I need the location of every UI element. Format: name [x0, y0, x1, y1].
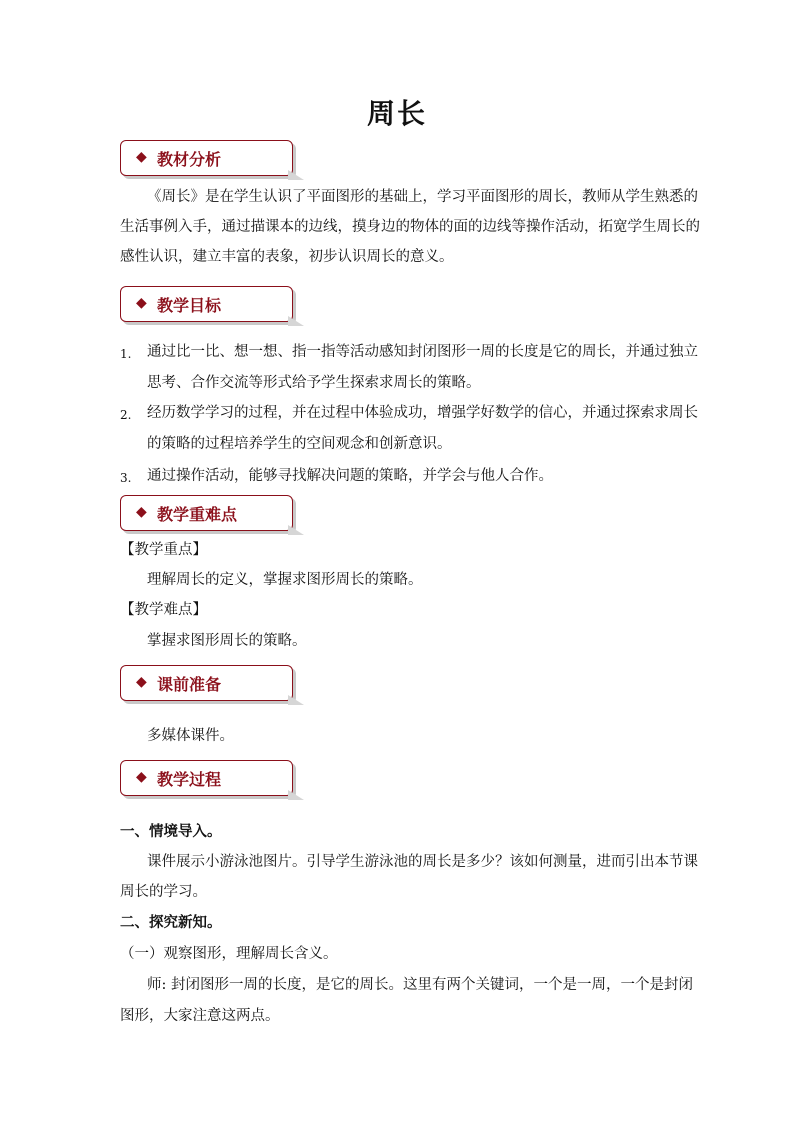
- header-shadow-tail: [288, 790, 304, 800]
- diamond-icon: ◆: [136, 504, 147, 520]
- analysis-line: 感性认识，建立丰富的表象，初步认识周长的意义。: [120, 249, 454, 265]
- analysis-line: 生活事例入手，通过描课本的边线，摸身边的物体的面的边线等操作活动，拓宽学生周长的: [120, 219, 700, 235]
- process-line: 师: 封闭图形一周的长度，是它的周长。这里有两个关键词，一个是一周，一个是封闭: [147, 977, 693, 993]
- section-header-keypoints: [120, 495, 293, 531]
- goal-number: 1.: [120, 347, 132, 361]
- section-header-analysis: [120, 140, 293, 176]
- section-title: 教学过程: [157, 770, 222, 789]
- process-subheading: （一）观察图形，理解周长含义。: [120, 946, 338, 962]
- process-step-heading: 一、情境导入。: [120, 823, 222, 840]
- process-line: 周长的学习。: [120, 884, 207, 900]
- section-title: 教学目标: [157, 296, 222, 315]
- process-line: 图形，大家注意这两点。: [120, 1008, 280, 1024]
- header-shadow-tail: [288, 170, 304, 180]
- header-shadow-tail: [288, 695, 304, 705]
- diamond-icon: ◆: [136, 674, 147, 690]
- goal-line: 的策略的过程培养学生的空间观念和创新意识。: [147, 436, 452, 452]
- difficult-label: 【教学难点】: [120, 602, 207, 618]
- goal-line: 经历数学学习的过程，并在过程中体验成功，增强学好数学的信心，并通过探索求周长: [147, 405, 698, 421]
- goal-number: 3.: [120, 471, 132, 485]
- analysis-line: 《周长》是在学生认识了平面图形的基础上，学习平面图形的周长，教师从学生熟悉的: [147, 189, 698, 205]
- diamond-icon: ◆: [136, 769, 147, 785]
- page-title: 周长: [366, 97, 427, 130]
- section-header-goals: [120, 286, 293, 322]
- section-title: 教材分析: [157, 150, 222, 169]
- process-line: 课件展示小游泳池图片。引导学生游泳池的周长是多少？该如何测量，进而引出本节课: [147, 854, 698, 870]
- header-shadow-tail: [288, 316, 304, 326]
- goal-line: 通过操作活动，能够寻找解决问题的策略，并学会与他人合作。: [147, 468, 553, 484]
- section-title: 教学重难点: [157, 505, 238, 524]
- process-step-heading: 二、探究新知。: [120, 914, 222, 931]
- section-title: 课前准备: [157, 675, 222, 694]
- difficult-text: 掌握求图形周长的策略。: [147, 633, 307, 649]
- key-text: 理解周长的定义，掌握求图形周长的策略。: [147, 572, 423, 588]
- key-label: 【教学重点】: [120, 542, 207, 558]
- section-header-process: [120, 760, 293, 796]
- header-shadow-tail: [288, 525, 304, 535]
- goal-number: 2.: [120, 408, 132, 422]
- goal-line: 思考、合作交流等形式给予学生探索求周长的策略。: [147, 375, 481, 391]
- section-header-prep: [120, 665, 293, 701]
- diamond-icon: ◆: [136, 295, 147, 311]
- diamond-icon: ◆: [136, 149, 147, 165]
- prep-text: 多媒体课件。: [147, 728, 234, 744]
- goal-line: 通过比一比、想一想、指一指等活动感知封闭图形一周的长度是它的周长，并通过独立: [147, 344, 698, 360]
